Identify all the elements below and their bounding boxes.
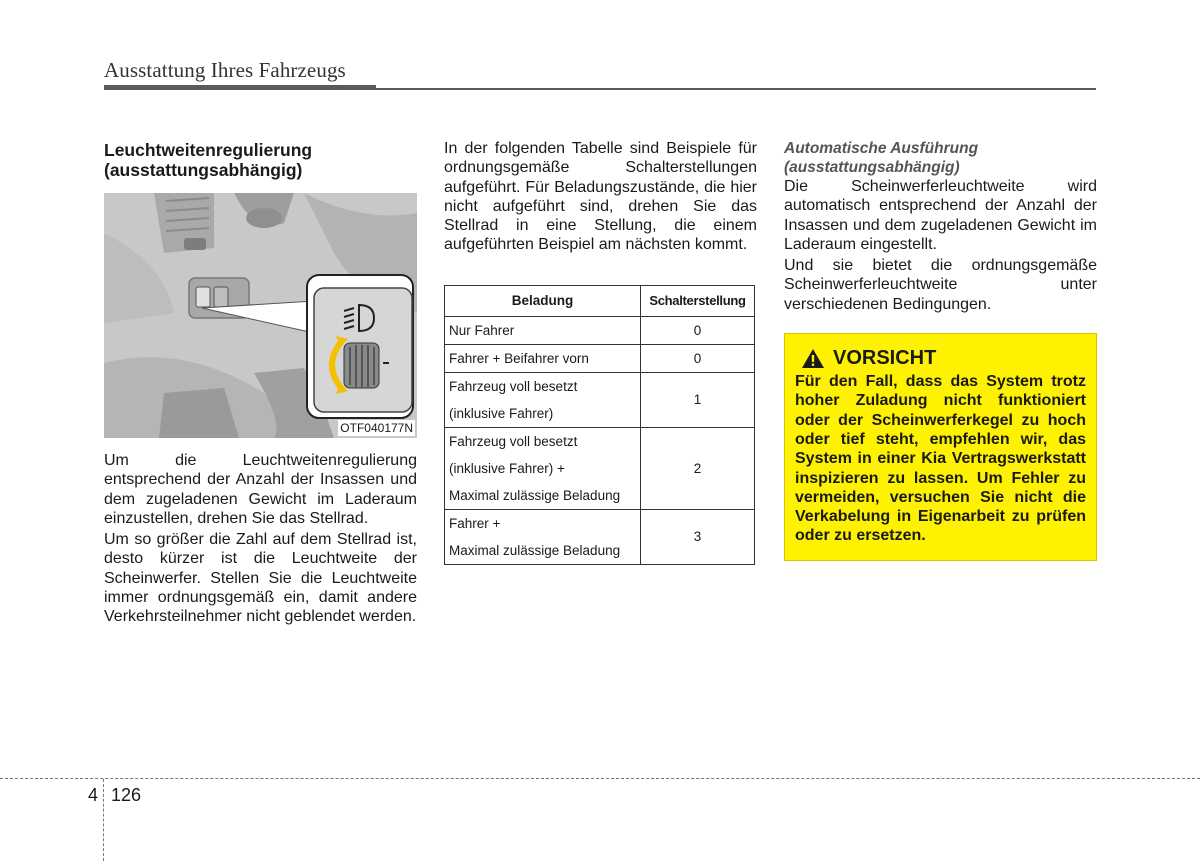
footer-divider [0, 778, 1200, 779]
load-text: (inklusive Fahrer) [449, 405, 554, 421]
section-heading [104, 140, 417, 180]
load-text: Fahrer + Beifahrer vorn [449, 350, 589, 366]
middle-column [444, 139, 757, 565]
body-paragraph: Und sie bietet die ordnungsgemäße Scheinwerferleuchtweite unter verschiedenen Bedingungen. [784, 257, 1097, 313]
switch-cell: 2 [641, 427, 755, 509]
load-cell [445, 316, 641, 344]
table-row [445, 316, 755, 344]
table-row [445, 372, 755, 427]
header-rule [104, 85, 376, 90]
subheading-line-1: Automatische Ausführung [784, 140, 979, 157]
warning-triangle-icon [801, 348, 825, 369]
figure-caption: OTF040177N [340, 421, 413, 435]
heading-line-2: (ausstattungsabhängig) [104, 160, 303, 180]
load-text: Fahrzeug voll besetzt [449, 433, 578, 449]
headlamp-leveling-figure [104, 193, 417, 438]
switch-cell: 3 [641, 509, 755, 564]
load-cell [445, 344, 641, 372]
caution-text: Für den Fall, dass das System trotz hoher Zuladung nicht funktioniert oder der Scheinwerferkegel zu hoch oder tief steht, empfehlen wir, das System in einer Kia Vertragswerkstatt inspizieren zu lassen. Um Fehler zu vermeiden, versuchen Sie nicht die Verkabelung in Eigenarbeit zu prüfen oder zu ersetzen. [795, 373, 1086, 545]
load-text: Fahrer + [449, 515, 501, 531]
page-number: 126 [111, 785, 142, 805]
section-subheading [784, 139, 1097, 177]
load-cell [445, 509, 641, 564]
table-row [445, 344, 755, 372]
caution-box [784, 333, 1097, 561]
load-text: Maximal zulässige Beladung [449, 487, 621, 503]
right-column [784, 139, 1097, 561]
left-column [104, 140, 417, 629]
load-cell [445, 372, 641, 427]
load-text: Fahrzeug voll besetzt [449, 378, 578, 394]
body-paragraph: Um so größer die Zahl auf dem Stellrad ist, desto kürzer ist die Leuchtweite der Scheinwerfer. Stellen Sie die Leuchtweite immer ordnungsgemäß ein, damit andere Verkehrsteilnehmer nicht geblendet werden. [104, 531, 417, 626]
table-row [445, 509, 755, 564]
load-text: Nur Fahrer [449, 322, 515, 338]
table-row [445, 427, 755, 509]
dashboard-illustration [104, 193, 417, 438]
caution-title-row [801, 348, 1086, 369]
header-switch-position: Schalterstellung [641, 285, 755, 316]
body-paragraph: Die Scheinwerferleuchtweite wird automatisch entsprechend der Anzahl der Insassen und dem zugeladenen Gewicht im Laderaum eingestellt. [784, 178, 1097, 253]
switch-cell: 0 [641, 316, 755, 344]
header-rule-thin [376, 88, 1096, 90]
page-header-title: Ausstattung Ihres Fahrzeugs [104, 58, 346, 82]
table-header-row [445, 285, 755, 316]
table-intro: In der folgenden Tabelle sind Beispiele für ordnungsgemäße Schalterstellungen aufgeführt. Für Beladungszustände, die hier nicht aufgeführt sind, drehen Sie das Stellrad in eine Stellung, die einem aufgeführten Beispiel am nächsten kommt. [444, 140, 757, 254]
chapter-number: 4 [88, 785, 99, 805]
heading-line-1: Leuchtweitenregulierung [104, 140, 313, 160]
caution-title: VORSICHT [833, 346, 937, 369]
switch-cell: 1 [641, 372, 755, 427]
load-text: (inklusive Fahrer) + [449, 460, 565, 476]
load-cell [445, 427, 641, 509]
header-load: Beladung [445, 285, 641, 316]
load-table [444, 285, 755, 565]
switch-cell: 0 [641, 344, 755, 372]
subheading-line-2: (ausstattungsabhängig) [784, 159, 960, 176]
body-paragraph: Um die Leuchtweitenregulierung entsprechend der Anzahl der Insassen und dem zugeladenen Gewicht im Laderaum einzustellen, drehen Sie das Stellrad. [104, 452, 417, 527]
load-text: Maximal zulässige Beladung [449, 542, 621, 558]
footer-vertical-divider [103, 779, 104, 861]
